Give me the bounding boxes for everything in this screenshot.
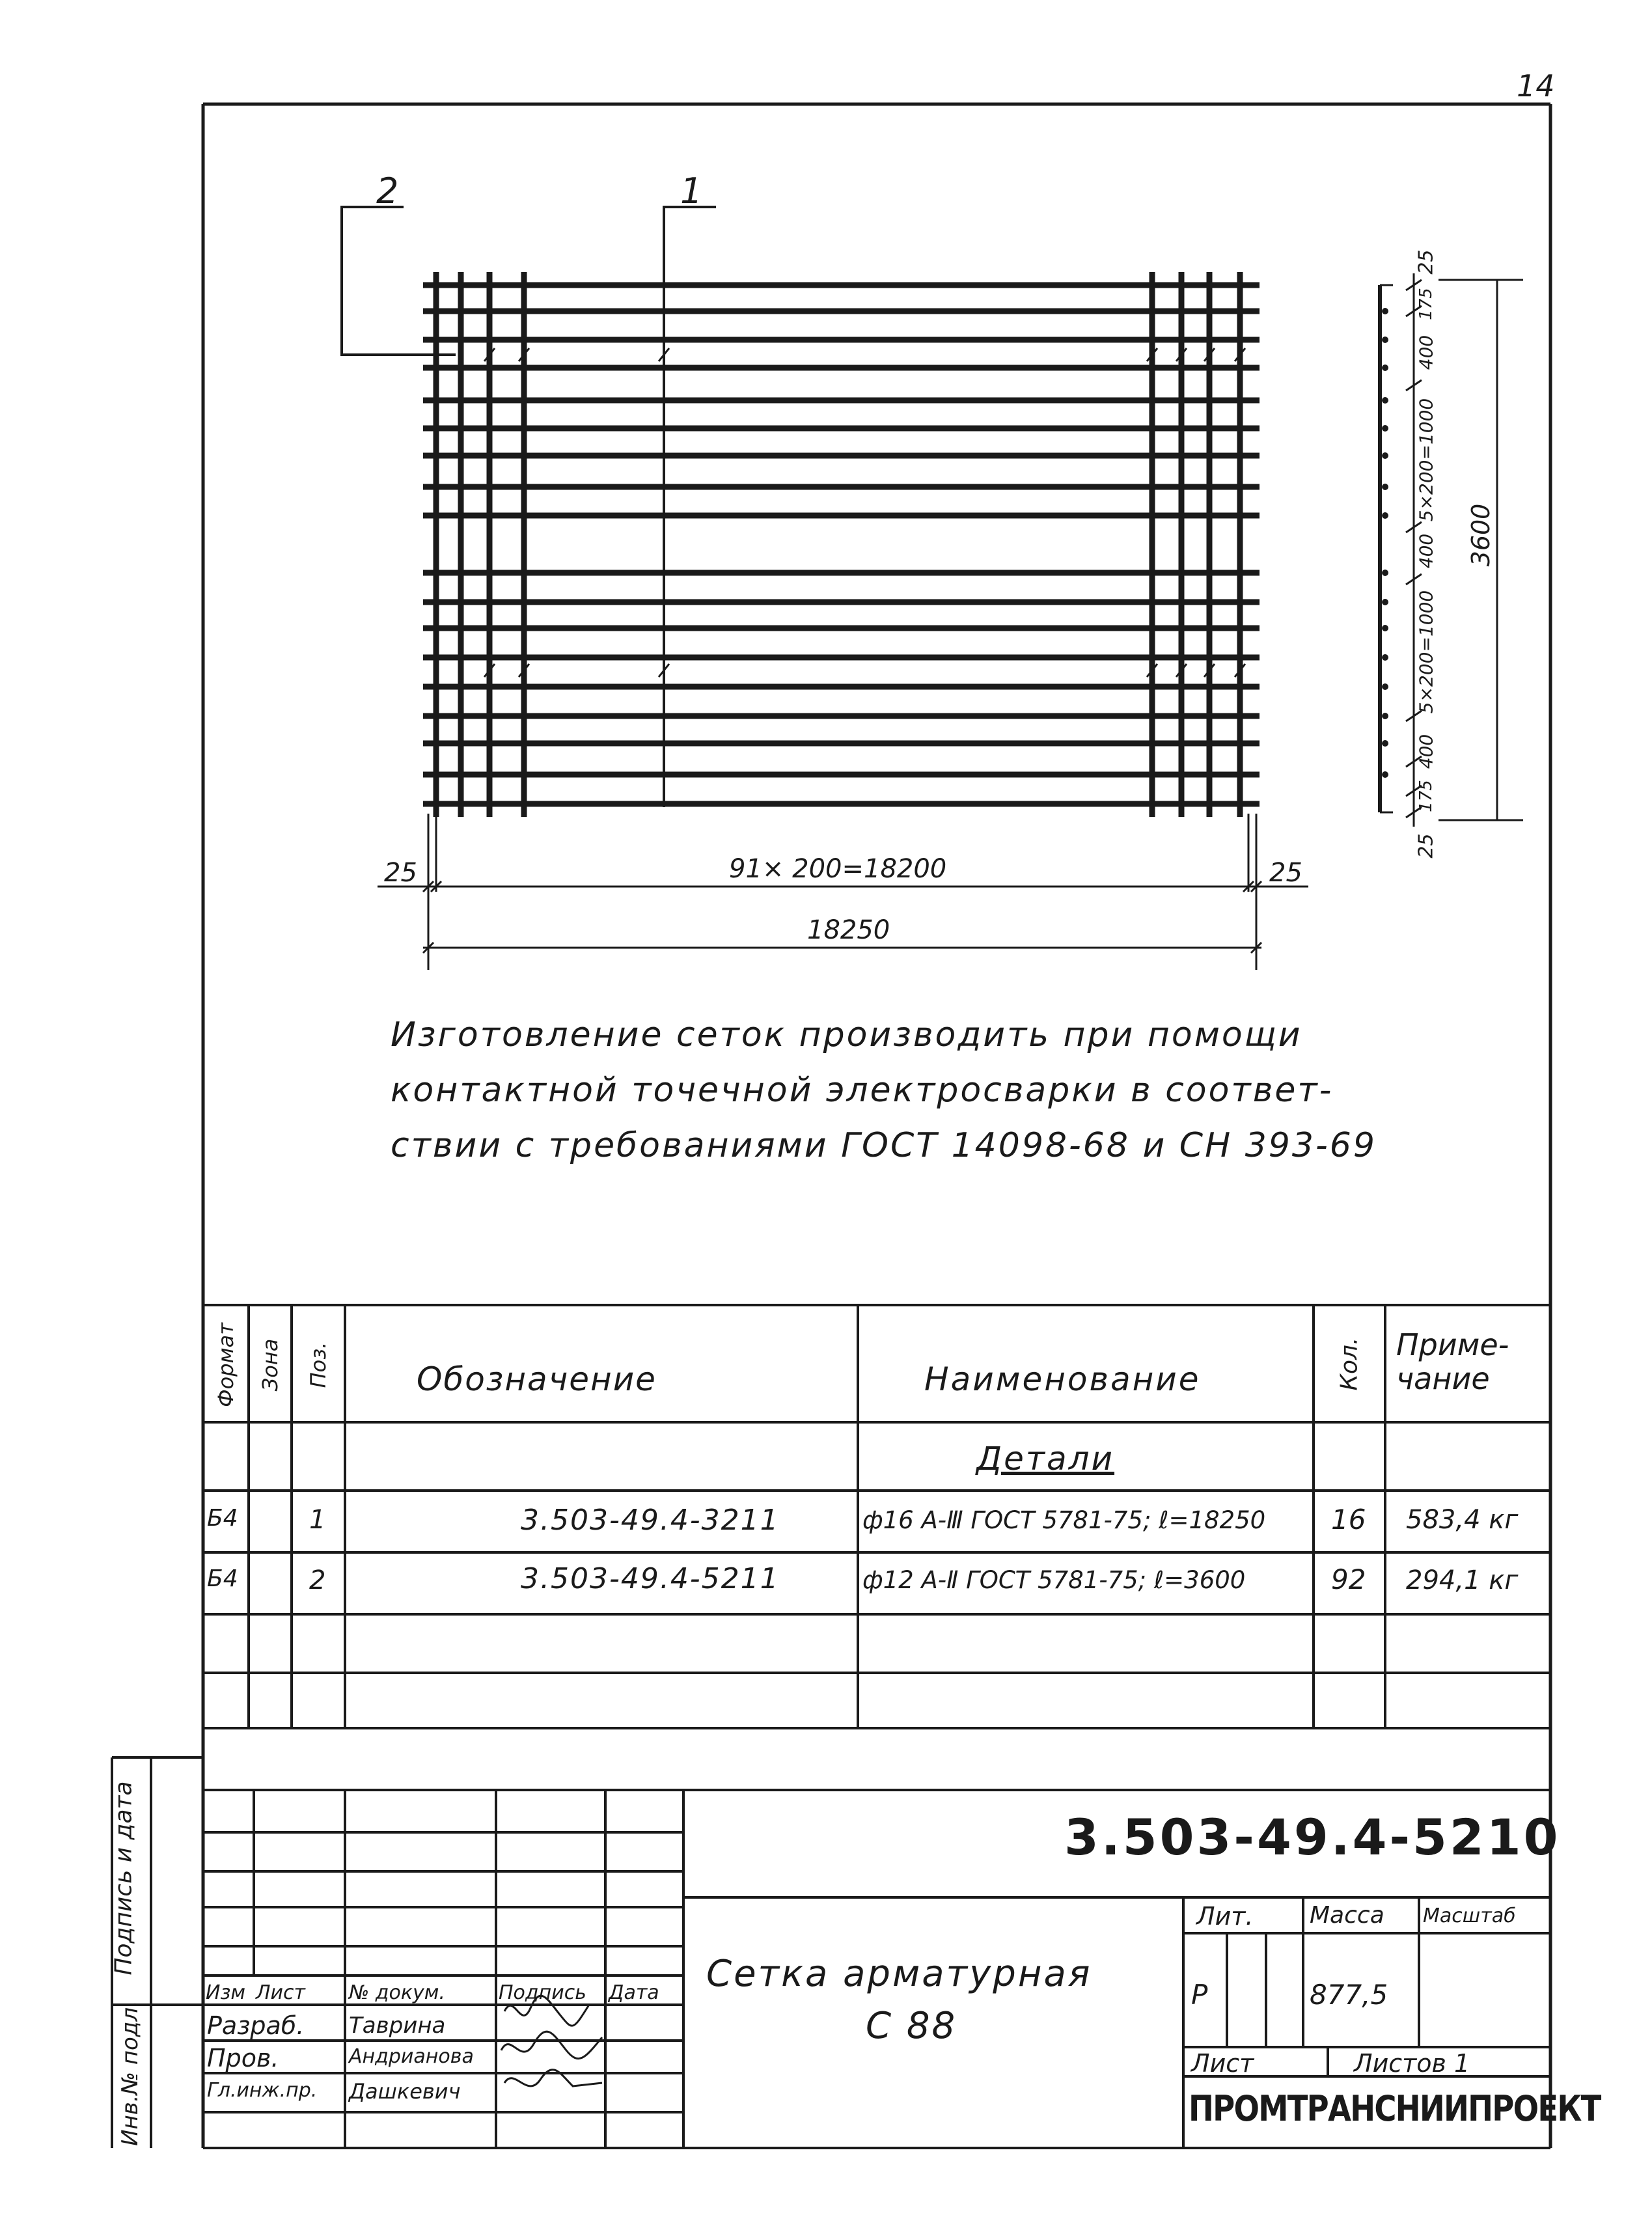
sheets-label: Листов 1	[1354, 2049, 1470, 2078]
row1-qty: 16	[1331, 1504, 1366, 1535]
note-line-2: контактной точечной электросварки в соответ-	[391, 1071, 1334, 1110]
note-line-3: ствии с требованиями ГОСТ 14098-68 и СН 393-69	[391, 1126, 1377, 1165]
row2-format: Б4	[207, 1565, 238, 1592]
section-bar-dot	[1382, 337, 1388, 343]
section-bar-dot	[1382, 484, 1388, 490]
col-date: Дата	[609, 1981, 659, 2004]
section-bar-dot	[1382, 683, 1388, 690]
dim-side-175-top: 175	[1416, 288, 1436, 320]
dim-spacing: 91× 200=18200	[729, 854, 947, 884]
lit-value: Р	[1191, 1979, 1208, 2011]
col-header-pos: Поз.	[306, 1342, 331, 1388]
row2-name: ф12 А-Ⅱ ГОСТ 5781-75; ℓ=3600	[862, 1566, 1246, 1594]
lit-label: Лит.	[1196, 1902, 1254, 1931]
dim-left-offset: 25	[384, 858, 417, 888]
signature-prov	[501, 2031, 602, 2058]
dim-side-5x200-a: 5×200=1000	[1415, 398, 1437, 522]
title-line-1: Сетка арматурная	[706, 1953, 1092, 1995]
row1-note: 583,4 кг	[1406, 1505, 1519, 1535]
section-bar-dot	[1382, 397, 1388, 404]
side-inv: Инв.№ подл.	[117, 2000, 143, 2146]
row1-pos: 1	[309, 1505, 326, 1535]
razrab-name: Таврина	[349, 2013, 446, 2039]
dim-side-400-a: 400	[1415, 335, 1437, 370]
callout-pos-2: 2	[376, 171, 399, 212]
col-list: Лист	[256, 1981, 306, 2004]
prov-label: Пров.	[207, 2044, 279, 2072]
mass-value: 877,5	[1310, 1979, 1388, 2011]
section-details: Детали	[976, 1440, 1115, 1478]
section-bar-dot	[1382, 570, 1388, 576]
bottom-dimensions	[378, 814, 1308, 970]
organization: ПРОМТРАНСНИИПРОЕКТ	[1189, 2088, 1601, 2129]
row1-format: Б4	[207, 1505, 238, 1532]
dim-side-bottom: 25	[1414, 833, 1438, 859]
section-bar-dot	[1382, 713, 1388, 719]
page-number: 14	[1517, 68, 1555, 103]
row2-designation: 3.503-49.4-5211	[521, 1562, 780, 1595]
col-header-note: Приме- чание	[1396, 1327, 1509, 1396]
section-bar-dot	[1382, 365, 1388, 371]
callout-pos-1: 1	[680, 171, 703, 212]
dim-side-top: 25	[1414, 249, 1438, 275]
section-bar-dot	[1382, 740, 1388, 747]
side-sign-date: Подпись и дата	[110, 1781, 137, 1975]
section-bar-dot	[1382, 512, 1388, 519]
mass-label: Масса	[1310, 1902, 1384, 1929]
section-bar-dot	[1382, 425, 1388, 432]
row2-pos: 2	[309, 1565, 326, 1595]
section-bar-dot	[1382, 599, 1388, 605]
row1-designation: 3.503-49.4-3211	[521, 1504, 780, 1537]
row2-qty: 92	[1331, 1563, 1366, 1595]
dim-side-5x200-b: 5×200=1000	[1415, 590, 1437, 714]
doc-code: 3.503-49.4-5210	[1064, 1808, 1561, 1866]
prov-name: Андрианова	[349, 2045, 474, 2068]
row2-note: 294,1 кг	[1406, 1565, 1519, 1595]
col-ndoc: № докум.	[349, 1981, 445, 2004]
col-sign: Подпись	[499, 1981, 586, 2004]
section-bar-dot	[1382, 654, 1388, 661]
reinforcement-mesh	[423, 272, 1260, 817]
col-izm: Изм	[206, 1981, 246, 2004]
section-bar-dot	[1382, 625, 1388, 631]
row1-name: ф16 А-Ⅲ ГОСТ 5781-75; ℓ=18250	[862, 1506, 1266, 1534]
col-header-designation: Обозначение	[417, 1360, 657, 1398]
scale-label: Масштаб	[1423, 1905, 1516, 1927]
dim-side-total: 3600	[1466, 503, 1495, 567]
section-bar-dot	[1382, 771, 1388, 778]
glinzh-name: Дашкевич	[349, 2079, 461, 2104]
note-line-1: Изготовление сеток производить при помощи	[391, 1015, 1302, 1054]
col-header-qty: Кол.	[1336, 1337, 1363, 1391]
dim-side-400-c: 400	[1415, 734, 1437, 769]
col-header-name: Наименование	[924, 1360, 1201, 1398]
dim-side-400-b: 400	[1415, 533, 1437, 569]
title-line-2: С 88	[866, 2005, 957, 2047]
dim-overall-length: 18250	[807, 915, 890, 945]
sheet-label: Лист	[1191, 2049, 1254, 2078]
dim-right-offset: 25	[1269, 858, 1302, 888]
section-bar-dot	[1382, 452, 1388, 459]
glinzh-label: Гл.инж.пр.	[207, 2079, 318, 2102]
mesh-section-view	[1380, 273, 1523, 827]
section-bar-dot	[1382, 308, 1388, 314]
col-header-format: Формат	[213, 1323, 238, 1407]
col-header-zone: Зона	[258, 1338, 282, 1392]
dim-side-175-bottom: 175	[1416, 780, 1436, 812]
razrab-label: Разраб.	[207, 2011, 305, 2040]
